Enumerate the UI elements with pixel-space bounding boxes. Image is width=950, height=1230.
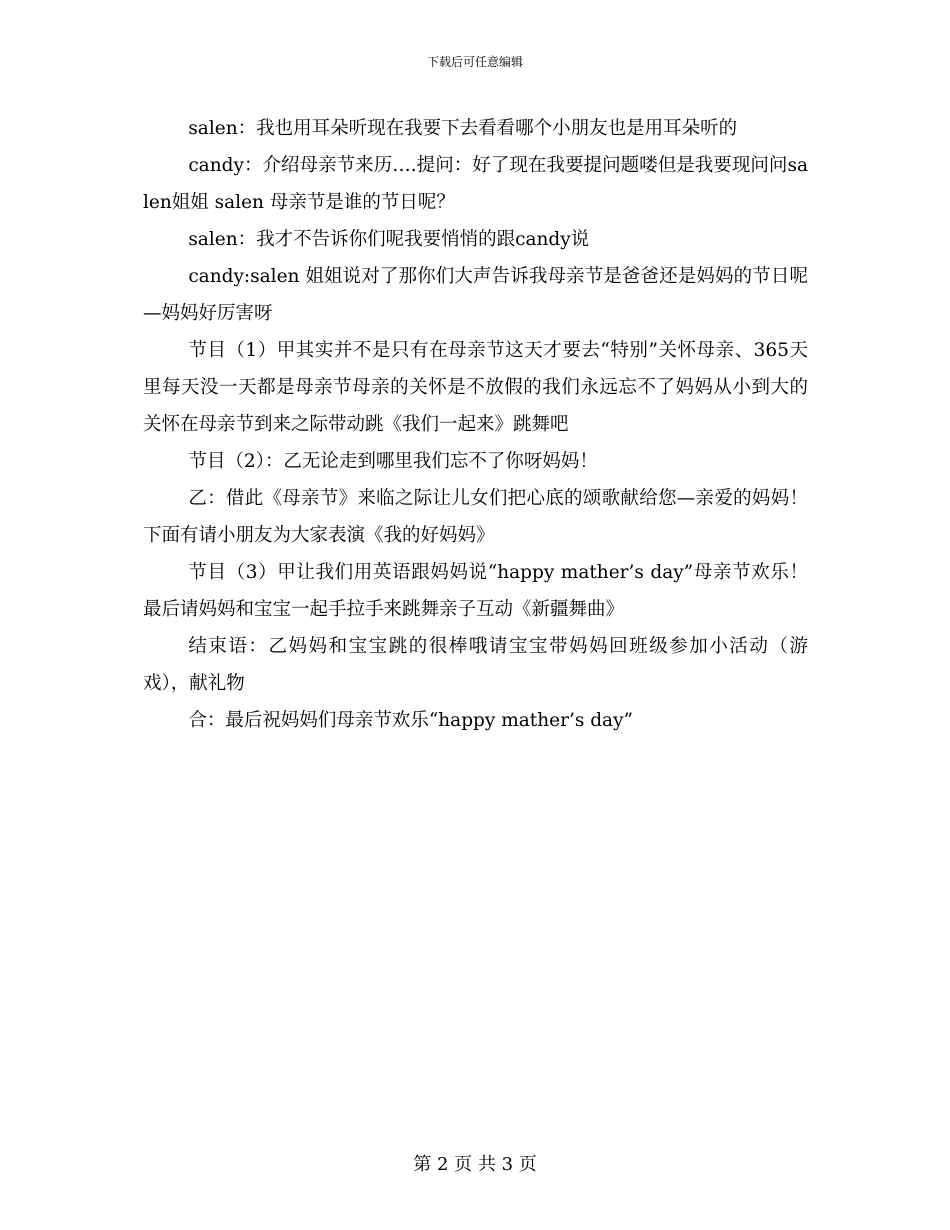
paragraph: 节目（3）甲让我们用英语跟妈妈说“happy mather’s day”母亲节欢乐！最后请妈妈和宝宝一起手拉手来跳舞亲子互动《新疆舞曲》 [143,562,808,620]
paragraph: salen：我也用耳朵听现在我要下去看看哪个小朋友也是用耳朵听的 [188,118,738,139]
paragraph: candy:salen 姐姐说对了那你们大声告诉我母亲节是爸爸还是妈妈的节日呢—妈妈好厉害呀 [143,266,808,324]
paragraph: candy：介绍母亲节来历….提问：好了现在我要提问题喽但是我要现问问salen姐姐 salen 母亲节是谁的节日呢？ [143,155,808,213]
document-body [143,110,808,739]
page-header: 下载后可任意编辑 [426,55,523,69]
paragraph: 节目（2）：乙无论走到哪里我们忘不了你呀妈妈！ [188,451,598,472]
paragraph: 合：最后祝妈妈们母亲节欢乐“happy mather’s day” [188,710,633,731]
paragraph: 乙：借此《母亲节》来临之际让儿女们把心底的颂歌献给您—亲爱的妈妈！下面有请小朋友为大家表演《我的好妈妈》 [143,488,808,546]
page-number-footer: 第 2 页 共 3 页 [413,1154,537,1175]
paragraph: salen：我才不告诉你们呢我要悄悄的跟candy说 [188,229,590,250]
paragraph: 结束语：乙妈妈和宝宝跳的很棒哦请宝宝带妈妈回班级参加小活动（游戏），献礼物 [143,636,808,694]
paragraph: 节目（1）甲其实并不是只有在母亲节这天才要去“特别”关怀母亲、365天里每天没一天都是母亲节母亲的关怀是不放假的我们永远忘不了妈妈从小到大的关怀在母亲节到来之际带动跳《我们一起来》跳舞吧 [143,340,808,435]
